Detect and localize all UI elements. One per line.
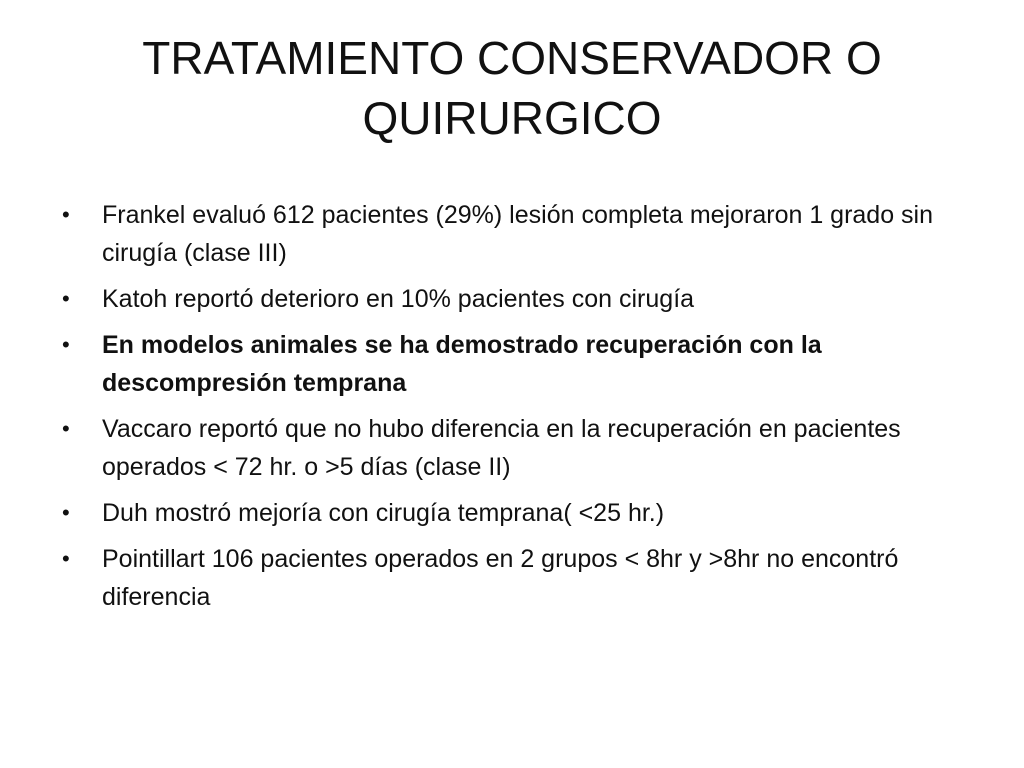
bullet-list [60, 196, 970, 624]
bullet-item-duh [60, 494, 970, 532]
bullet-point-icon: • [62, 416, 70, 441]
bullet-text: Frankel evaluó 612 pacientes (29%) lesión completa mejoraron 1 grado sin cirugía (clase III) [102, 201, 934, 267]
bullet-text: En modelos animales se ha demostrado recuperación con la descompresión temprana [102, 331, 822, 397]
bullet-item-katoh [60, 280, 970, 318]
slide-title: TRATAMIENTO CONSERVADOR O QUIRURGICO [142, 32, 882, 144]
bullet-point-icon: • [62, 546, 70, 571]
bullet-text: Katoh reportó deterioro en 10% pacientes con cirugía [102, 285, 695, 313]
bullet-item-pointillart [60, 540, 970, 616]
bullet-text: Duh mostró mejoría con cirugía temprana( <25 hr.) [102, 499, 665, 527]
bullet-item-animal-models [60, 326, 970, 402]
bullet-point-icon: • [62, 332, 70, 357]
bullet-point-icon: • [62, 286, 70, 311]
bullet-item-vaccaro [60, 410, 970, 486]
bullet-point-icon: • [62, 202, 70, 227]
bullet-text: Vaccaro reportó que no hubo diferencia en la recuperación en pacientes operados < 72 hr. o >5 días (clase II) [102, 415, 901, 481]
bullet-point-icon: • [62, 500, 70, 525]
bullet-text: Pointillart 106 pacientes operados en 2 grupos < 8hr y >8hr no encontró diferencia [102, 545, 899, 611]
bullet-item-frankel [60, 196, 970, 272]
